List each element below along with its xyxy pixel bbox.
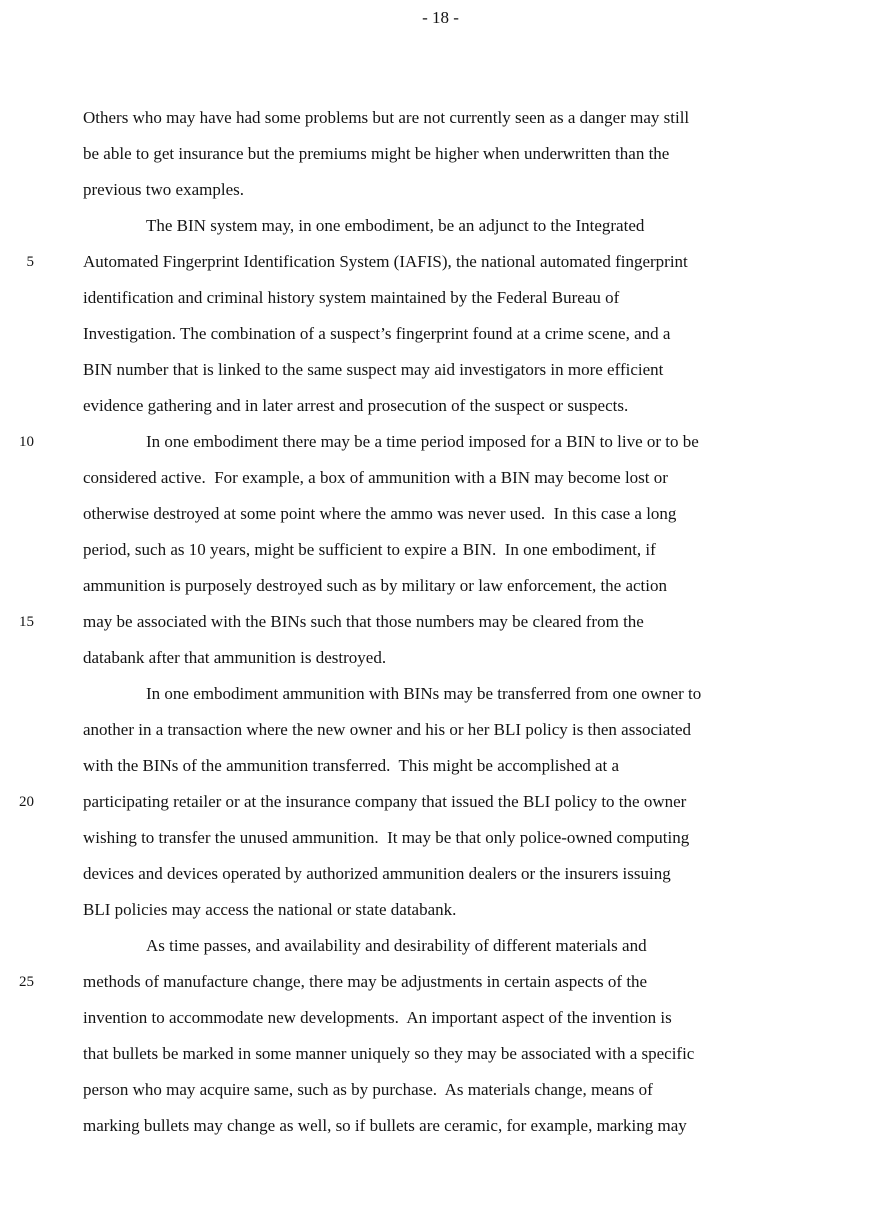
text-line (19, 784, 828, 820)
text-line (83, 676, 828, 712)
margin-line-number: 25 (19, 974, 34, 990)
text-line (83, 208, 828, 244)
text-line (83, 712, 828, 748)
text-line-content: devices and devices operated by authorized ammunition dealers or the insurers issuing (83, 864, 671, 883)
text-line-content: ammunition is purposely destroyed such as by military or law enforcement, the action (83, 576, 667, 595)
text-line-content: Automated Fingerprint Identification System (IAFIS), the national automated fingerprint (83, 252, 688, 271)
text-line (19, 964, 828, 1000)
text-line (83, 1036, 828, 1072)
text-line-content: be able to get insurance but the premiums might be higher when underwritten than the (83, 144, 670, 163)
text-line-content: invention to accommodate new developments. An important aspect of the invention is (83, 1008, 672, 1027)
text-line-content: with the BINs of the ammunition transferred. This might be accomplished at a (83, 756, 620, 775)
text-line (83, 460, 828, 496)
text-line (83, 172, 828, 208)
text-line (83, 1108, 828, 1144)
margin-line-number: 15 (19, 614, 34, 630)
text-line-content: identification and criminal history system maintained by the Federal Bureau of (83, 288, 620, 307)
text-line-content: person who may acquire same, such as by purchase. As materials change, means of (83, 1080, 653, 1099)
body-text (19, 100, 828, 1144)
margin-line-number: 20 (19, 794, 34, 810)
text-line-content: In one embodiment ammunition with BINs may be transferred from one owner to (146, 684, 702, 703)
text-line-content: methods of manufacture change, there may be adjustments in certain aspects of the (83, 972, 648, 991)
text-line (83, 892, 828, 928)
text-line (83, 748, 828, 784)
text-line-content: that bullets be marked in some manner uniquely so they may be associated with a specific (83, 1044, 695, 1063)
text-line-content: wishing to transfer the unused ammunition. It may be that only police-owned computing (83, 828, 690, 847)
text-line-content: Investigation. The combination of a suspect’s fingerprint found at a crime scene, and a (83, 324, 671, 343)
text-line (83, 352, 828, 388)
text-line-content: evidence gathering and in later arrest and prosecution of the suspect or suspects. (83, 396, 629, 415)
text-line-content: previous two examples. (83, 180, 244, 199)
text-line (83, 532, 828, 568)
text-line (83, 568, 828, 604)
text-line-content: period, such as 10 years, might be sufficient to expire a BIN. In one embodiment, if (83, 540, 656, 559)
text-line-content: may be associated with the BINs such that those numbers may be cleared from the (83, 612, 644, 631)
text-line-content: In one embodiment there may be a time period imposed for a BIN to live or to be (146, 432, 699, 451)
text-line (83, 1072, 828, 1108)
text-line (83, 100, 828, 136)
text-line (19, 424, 828, 460)
margin-line-number: 5 (26, 254, 34, 270)
text-line (83, 640, 828, 676)
text-line-content: The BIN system may, in one embodiment, be an adjunct to the Integrated (146, 216, 645, 235)
text-line-content: BIN number that is linked to the same suspect may aid investigators in more efficient (83, 360, 664, 379)
text-line (83, 388, 828, 424)
text-line (83, 820, 828, 856)
text-line-content: considered active. For example, a box of ammunition with a BIN may become lost or (83, 468, 668, 487)
text-line (83, 928, 828, 964)
text-line-content: BLI policies may access the national or state databank. (83, 900, 457, 919)
text-line-content: Others who may have had some problems but are not currently seen as a danger may still (83, 108, 690, 127)
text-line (83, 1000, 828, 1036)
text-line (83, 136, 828, 172)
text-line-content: another in a transaction where the new owner and his or her BLI policy is then associated (83, 720, 692, 739)
text-line (83, 496, 828, 532)
page-number: - 18 - (422, 8, 459, 27)
text-line-content: participating retailer or at the insurance company that issued the BLI policy to the owner (83, 792, 687, 811)
text-line (83, 316, 828, 352)
text-line (19, 604, 828, 640)
text-line (83, 280, 828, 316)
text-line-content: databank after that ammunition is destroyed. (83, 648, 387, 667)
text-line-content: As time passes, and availability and desirability of different materials and (146, 936, 647, 955)
margin-line-number: 10 (19, 434, 34, 450)
text-line (26, 244, 828, 280)
text-line-content: marking bullets may change as well, so if bullets are ceramic, for example, marking may (83, 1116, 687, 1135)
text-line (83, 856, 828, 892)
text-line-content: otherwise destroyed at some point where the ammo was never used. In this case a long (83, 504, 677, 523)
